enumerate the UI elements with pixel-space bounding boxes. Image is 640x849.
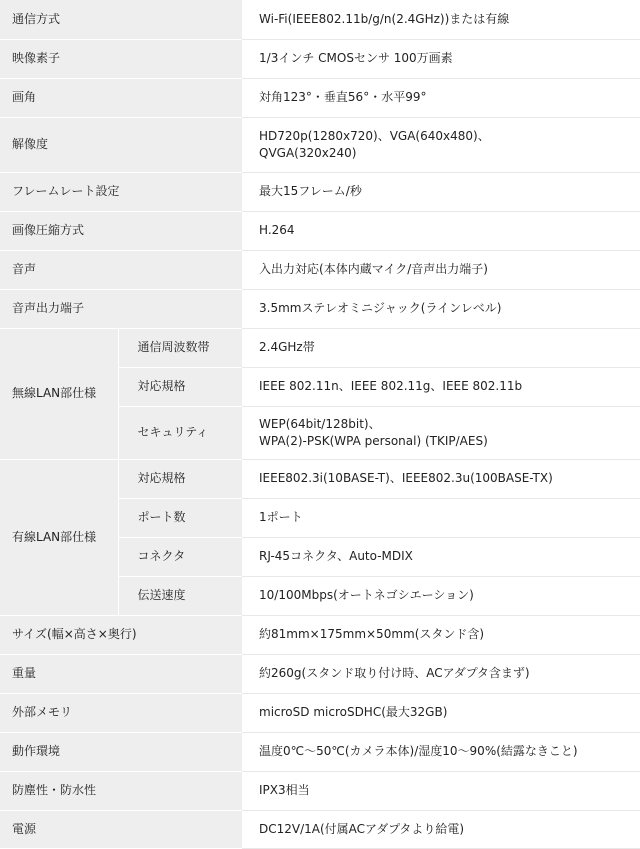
spec-row [0, 615, 640, 654]
spec-value: DC12V/1A(付属ACアダプタより給電) [242, 810, 640, 848]
spec-label: 音声出力端子 [0, 289, 242, 328]
spec-row [0, 732, 640, 771]
spec-label: 防塵性・防水性 [0, 771, 242, 810]
spec-sublabel: ポート数 [118, 498, 242, 537]
spec-row [0, 289, 640, 328]
group-label-wireless: 無線LAN部仕様 [0, 328, 118, 459]
spec-label: 重量 [0, 654, 242, 693]
spec-value: 1/3インチ CMOSセンサ 100万画素 [242, 39, 640, 78]
spec-label: 外部メモリ [0, 693, 242, 732]
spec-value: IEEE 802.11n、IEEE 802.11g、IEEE 802.11b [242, 367, 640, 406]
spec-value: 最大15フレーム/秒 [242, 172, 640, 211]
spec-label: 動作環境 [0, 732, 242, 771]
spec-value: WEP(64bit/128bit)、 WPA(2)-PSK(WPA personal) (TKIP/AES) [242, 406, 640, 459]
spec-row [0, 211, 640, 250]
spec-label: 画角 [0, 78, 242, 117]
spec-row [0, 117, 640, 172]
spec-row [0, 771, 640, 810]
spec-value: 約260g(スタンド取り付け時、ACアダプタ含まず) [242, 654, 640, 693]
spec-value: 入出力対応(本体内蔵マイク/音声出力端子) [242, 250, 640, 289]
spec-row [0, 39, 640, 78]
spec-value: 温度0℃〜50℃(カメラ本体)/湿度10〜90%(結露なきこと) [242, 732, 640, 771]
spec-label: 電源 [0, 810, 242, 848]
spec-sublabel: セキュリティ [118, 406, 242, 459]
spec-value: H.264 [242, 211, 640, 250]
spec-row [0, 693, 640, 732]
spec-row [0, 78, 640, 117]
spec-value: IPX3相当 [242, 771, 640, 810]
spec-label: 通信方式 [0, 0, 242, 39]
spec-value: HD720p(1280x720)、VGA(640x480)、 QVGA(320x240) [242, 117, 640, 172]
spec-value: microSD microSDHC(最大32GB) [242, 693, 640, 732]
spec-value: 約81mm×175mm×50mm(スタンド含) [242, 615, 640, 654]
spec-sublabel: 対応規格 [118, 367, 242, 406]
spec-row [0, 328, 640, 367]
spec-value: RJ-45コネクタ、Auto-MDIX [242, 537, 640, 576]
spec-row [0, 459, 640, 498]
spec-label: 解像度 [0, 117, 242, 172]
spec-value: IEEE802.3i(10BASE-T)、IEEE802.3u(100BASE-TX) [242, 459, 640, 498]
spec-row [0, 810, 640, 848]
spec-row [0, 250, 640, 289]
spec-value: 1ポート [242, 498, 640, 537]
spec-label: 音声 [0, 250, 242, 289]
spec-label: 画像圧縮方式 [0, 211, 242, 250]
spec-label: 映像素子 [0, 39, 242, 78]
group-label-wired: 有線LAN部仕様 [0, 459, 118, 615]
spec-row [0, 654, 640, 693]
spec-row [0, 172, 640, 211]
spec-value: 対角123°・垂直56°・水平99° [242, 78, 640, 117]
spec-value: 3.5mmステレオミニジャック(ラインレベル) [242, 289, 640, 328]
spec-row [0, 0, 640, 39]
spec-label: フレームレート設定 [0, 172, 242, 211]
spec-sublabel: コネクタ [118, 537, 242, 576]
spec-value: 10/100Mbps(オートネゴシエーション) [242, 576, 640, 615]
spec-sublabel: 伝送速度 [118, 576, 242, 615]
spec-sublabel: 通信周波数帯 [118, 328, 242, 367]
spec-sublabel: 対応規格 [118, 459, 242, 498]
spec-label: サイズ(幅×高さ×奥行) [0, 615, 242, 654]
spec-value: Wi-Fi(IEEE802.11b/g/n(2.4GHz))または有線 [242, 0, 640, 39]
spec-value: 2.4GHz帯 [242, 328, 640, 367]
